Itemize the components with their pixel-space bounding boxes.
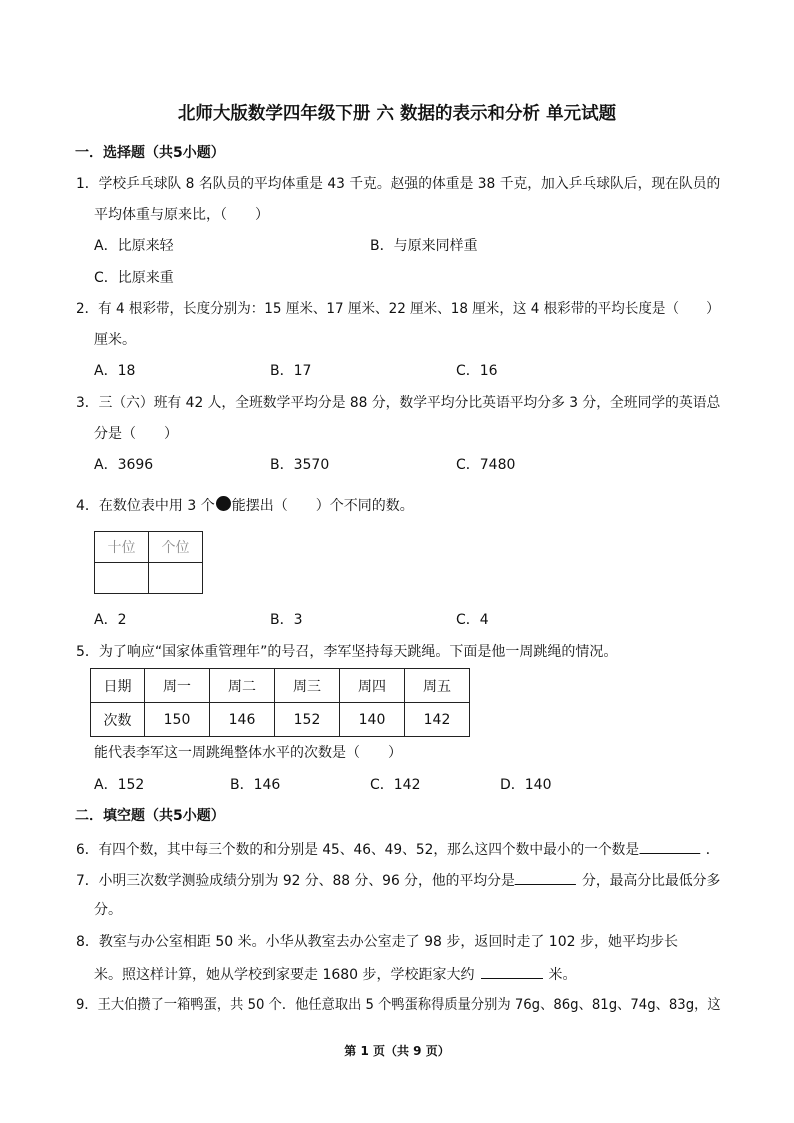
question-2-line-2: 厘米。 bbox=[94, 332, 136, 348]
question-4-option-b: B．3 bbox=[270, 612, 303, 628]
question-4-option-c: C．4 bbox=[456, 612, 489, 628]
place-value-table bbox=[94, 531, 203, 594]
question-3-option-b: B．3570 bbox=[270, 457, 330, 473]
place-header-tens: 十位 bbox=[95, 532, 149, 563]
question-7-text-after: 分，最高分比最低分多 bbox=[582, 873, 721, 889]
question-4-text-before: 4．在数位表中用 3 个 bbox=[76, 498, 215, 514]
jump-rope-table bbox=[90, 668, 470, 737]
question-3-option-c: C．7480 bbox=[456, 457, 516, 473]
question-6-text: 6．有四个数，其中每三个数的和分别是 45、46、49、52，那么这四个数中最小的一个数是 bbox=[76, 842, 640, 858]
table-cell: 150 bbox=[145, 703, 210, 737]
question-7-text-before: 7．小明三次数学测验成绩分别为 92 分、88 分、96 分，他的平均分是 bbox=[76, 873, 515, 889]
table-header-cell: 周二 bbox=[210, 669, 275, 703]
question-5-line-2: 能代表李军这一周跳绳整体水平的次数是（ ） bbox=[94, 745, 402, 761]
question-7-line-1 bbox=[76, 872, 720, 888]
question-3-line-1: 3．三（六）班有 42 人，全班数学平均分是 88 分，数学平均分比英语平均分多 3 分，全班同学的英语总 bbox=[76, 395, 721, 411]
question-1-line-1: 1．学校乒乓球队 8 名队员的平均体重是 43 千克。赵强的体重是 38 千克，加入乒乓球队后，现在队员的 bbox=[76, 176, 721, 192]
table-header-cell: 周五 bbox=[405, 669, 470, 703]
question-5-option-d: D．140 bbox=[500, 777, 552, 793]
page-title: 北师大版数学四年级下册 六 数据的表示和分析 单元试题 bbox=[177, 104, 617, 124]
table-cell: 152 bbox=[275, 703, 340, 737]
question-5-line-1: 5．为了响应“国家体重管理年”的号召，李军坚持每天跳绳。下面是他一周跳绳的情况。 bbox=[76, 644, 618, 660]
table-cell: 146 bbox=[210, 703, 275, 737]
table-header-cell: 周三 bbox=[275, 669, 340, 703]
page-footer: 第 1 页（共 9 页） bbox=[344, 1044, 450, 1058]
question-1-option-b: B．与原来同样重 bbox=[370, 238, 478, 254]
answer-blank[interactable] bbox=[481, 966, 543, 979]
question-8-text-before: 米。照这样计算，她从学校到家要走 1680 步，学校距家大约 bbox=[94, 967, 475, 983]
question-3-option-a: A．3696 bbox=[94, 457, 154, 473]
question-2-line-1: 2．有 4 根彩带，长度分别为：15 厘米、17 厘米、22 厘米、18 厘米，这 4 根彩带的平均长度是（ ） bbox=[76, 301, 720, 317]
place-cell-ones bbox=[149, 563, 203, 594]
place-cell-tens bbox=[95, 563, 149, 594]
question-7-line-2: 分。 bbox=[94, 902, 122, 918]
question-5-option-b: B．146 bbox=[230, 777, 281, 793]
question-5-option-a: A．152 bbox=[94, 777, 145, 793]
question-4-line-1 bbox=[76, 496, 414, 513]
bead-icon bbox=[216, 496, 231, 511]
answer-blank[interactable] bbox=[515, 872, 576, 885]
question-1-line-2: 平均体重与原来比，（ ） bbox=[94, 207, 269, 223]
place-header-ones: 个位 bbox=[149, 532, 203, 563]
table-cell: 次数 bbox=[91, 703, 145, 737]
table-cell: 140 bbox=[340, 703, 405, 737]
question-4-text-after: 能摆出（ ）个不同的数。 bbox=[231, 498, 414, 514]
question-9-line-1: 9．王大伯攒了一箱鸭蛋，共 50 个．他任意取出 5 个鸭蛋称得质量分别为 76g、86g、81g、74g、83g，这 bbox=[76, 997, 721, 1013]
question-6-tail: ． bbox=[705, 842, 720, 858]
answer-blank[interactable] bbox=[639, 841, 700, 854]
question-1-option-a: A．比原来轻 bbox=[94, 238, 174, 254]
question-5-option-c: C．142 bbox=[370, 777, 421, 793]
table-header-cell: 周一 bbox=[145, 669, 210, 703]
question-2-option-c: C．16 bbox=[456, 363, 498, 379]
question-1-option-c: C．比原来重 bbox=[94, 270, 174, 286]
question-3-line-2: 分是（ ） bbox=[94, 426, 178, 442]
question-2-option-a: A．18 bbox=[94, 363, 136, 379]
question-8-line-1: 8．教室与办公室相距 50 米。小华从教室去办公室走了 98 步，返回时走了 102 步，她平均步长 bbox=[76, 934, 678, 950]
table-header-cell: 周四 bbox=[340, 669, 405, 703]
section-heading-fill: 二．填空题（共5小题） bbox=[75, 808, 225, 824]
table-cell: 142 bbox=[405, 703, 470, 737]
question-2-option-b: B．17 bbox=[270, 363, 312, 379]
question-4-option-a: A．2 bbox=[94, 612, 127, 628]
question-6-line-1 bbox=[76, 841, 719, 857]
table-header-cell: 日期 bbox=[91, 669, 145, 703]
section-heading-choice: 一．选择题（共5小题） bbox=[75, 145, 225, 161]
question-8-line-2 bbox=[94, 966, 577, 982]
question-8-text-after: 米。 bbox=[548, 967, 577, 983]
